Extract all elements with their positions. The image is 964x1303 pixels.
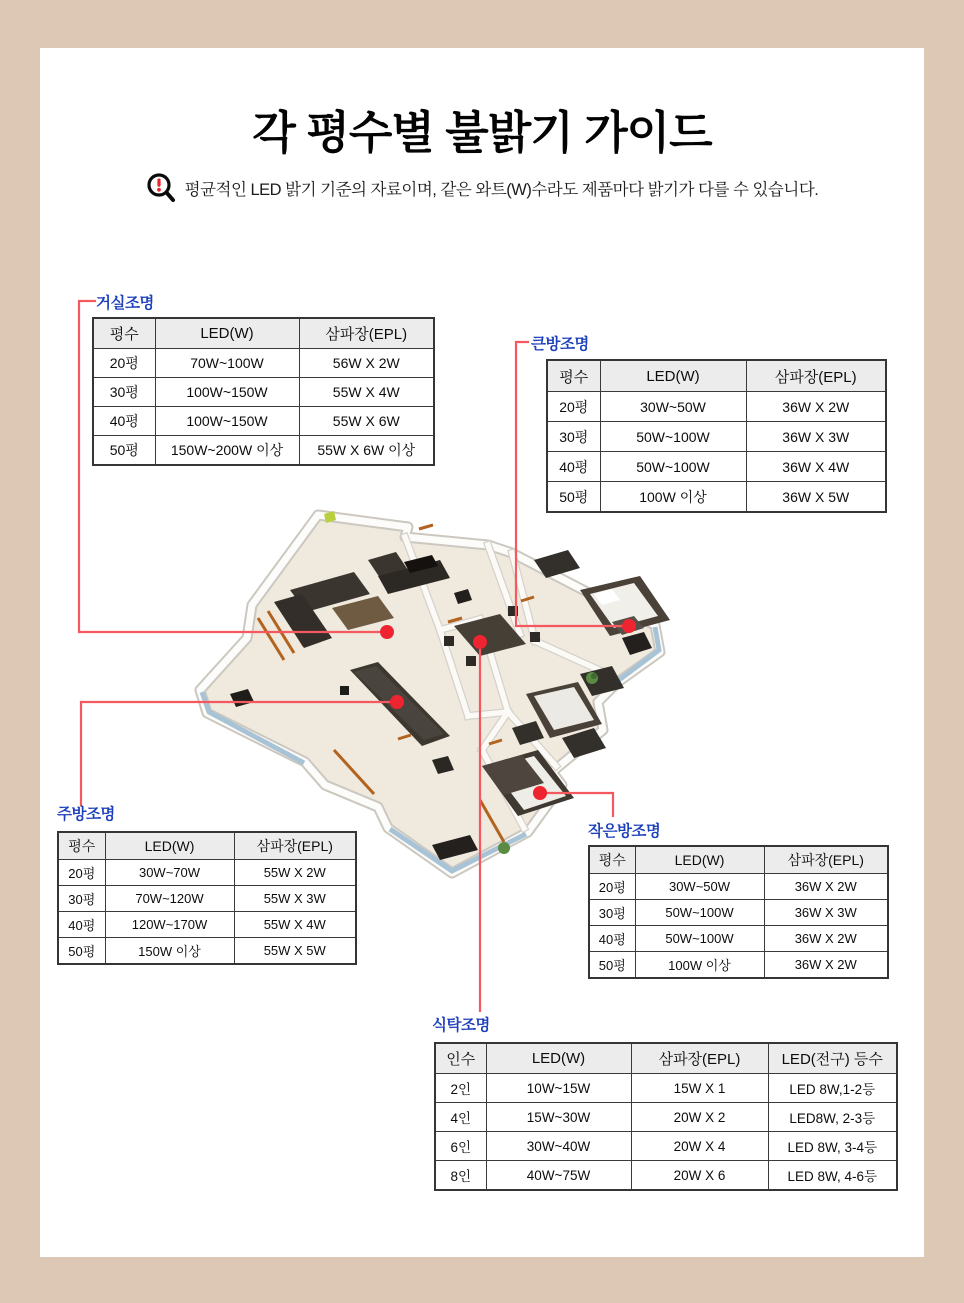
table-cell: 36W X 5W [746, 482, 886, 513]
column-header: LED(W) [486, 1043, 631, 1074]
table-cell: 120W~170W [105, 912, 234, 938]
living-table [92, 317, 435, 466]
table-cell: 55W X 4W [234, 912, 356, 938]
table-cell: 15W~30W [486, 1103, 631, 1132]
table-row [589, 926, 888, 952]
table-cell: LED 8W, 4-6등 [768, 1161, 897, 1191]
table-row [435, 1103, 897, 1132]
table-cell: 30평 [93, 378, 155, 407]
table-cell: 40평 [547, 452, 600, 482]
table-cell: 50W~100W [635, 900, 764, 926]
header-row [93, 318, 434, 349]
table-cell: 8인 [435, 1161, 486, 1191]
table-row [547, 392, 886, 422]
table-cell: 70W~100W [155, 349, 299, 378]
dining-table [434, 1042, 898, 1191]
column-header: 삼파장(EPL) [299, 318, 434, 349]
header-row [435, 1043, 897, 1074]
column-header: LED(W) [635, 846, 764, 874]
table-cell: 40W~75W [486, 1161, 631, 1191]
bigroom-table [546, 359, 887, 513]
table-cell: 2인 [435, 1074, 486, 1103]
smallroom-table-label: 작은방조명 [588, 823, 661, 840]
table-cell: 55W X 6W [299, 407, 434, 436]
table-cell: 36W X 2W [764, 952, 888, 979]
table-row [58, 938, 356, 965]
table-cell: 30W~40W [486, 1132, 631, 1161]
header-row [58, 832, 356, 860]
table-cell: 36W X 3W [746, 422, 886, 452]
column-header: 인수 [435, 1043, 486, 1074]
living-table-label: 거실조명 [96, 295, 154, 312]
magnifier-alert-icon [146, 172, 176, 204]
header-row [547, 360, 886, 392]
table-row [589, 900, 888, 926]
table-cell: 20W X 2 [631, 1103, 768, 1132]
column-header: 삼파장(EPL) [234, 832, 356, 860]
table-cell: 100W~150W [155, 378, 299, 407]
notice-row [0, 172, 964, 204]
table-row [93, 436, 434, 466]
column-header: 삼파장(EPL) [746, 360, 886, 392]
table-cell: 55W X 2W [234, 860, 356, 886]
dining-table-label: 식탁조명 [432, 1017, 490, 1034]
page-title: 각 평수별 불밝기 가이드 [252, 107, 712, 158]
table-cell: 50평 [589, 952, 635, 979]
table-cell: 6인 [435, 1132, 486, 1161]
table-cell: 15W X 1 [631, 1074, 768, 1103]
table-cell: 40평 [589, 926, 635, 952]
table-cell: 30평 [547, 422, 600, 452]
table-cell: 30평 [589, 900, 635, 926]
table-cell: 100W~150W [155, 407, 299, 436]
table-cell: 50W~100W [600, 452, 746, 482]
table-cell: 36W X 4W [746, 452, 886, 482]
bigroom-table-label: 큰방조명 [531, 336, 589, 353]
table-cell: 36W X 3W [764, 900, 888, 926]
table-row [58, 886, 356, 912]
table-row [435, 1161, 897, 1191]
table-row [93, 407, 434, 436]
table-cell: 30W~70W [105, 860, 234, 886]
table-cell: 30평 [58, 886, 105, 912]
table-row [547, 422, 886, 452]
column-header: 삼파장(EPL) [764, 846, 888, 874]
table-cell: 56W X 2W [299, 349, 434, 378]
table-cell: 20평 [58, 860, 105, 886]
table-cell: 70W~120W [105, 886, 234, 912]
table-cell: 30W~50W [635, 874, 764, 900]
table-row [93, 378, 434, 407]
table-cell: 20평 [547, 392, 600, 422]
table-cell: 55W X 6W 이상 [299, 436, 434, 466]
table-row [58, 912, 356, 938]
table-cell: 20평 [93, 349, 155, 378]
table-row [435, 1074, 897, 1103]
table-cell: 20W X 4 [631, 1132, 768, 1161]
table-row [589, 952, 888, 979]
table-cell: 40평 [58, 912, 105, 938]
table-cell: 55W X 4W [299, 378, 434, 407]
table-cell: LED 8W,1-2등 [768, 1074, 897, 1103]
table-cell: 36W X 2W [746, 392, 886, 422]
table-cell: 150W~200W 이상 [155, 436, 299, 466]
table-row [435, 1132, 897, 1161]
column-header: LED(W) [600, 360, 746, 392]
header-row [589, 846, 888, 874]
table-cell: 20W X 6 [631, 1161, 768, 1191]
table-cell: 36W X 2W [764, 874, 888, 900]
column-header: 평수 [589, 846, 635, 874]
table-cell: 30W~50W [600, 392, 746, 422]
table-row [93, 349, 434, 378]
table-cell: 4인 [435, 1103, 486, 1132]
kitchen-table [57, 831, 357, 965]
table-row [547, 482, 886, 513]
table-row [547, 452, 886, 482]
table-cell: 55W X 5W [234, 938, 356, 965]
table-cell: 50평 [547, 482, 600, 513]
table-cell: 55W X 3W [234, 886, 356, 912]
table-cell: 20평 [589, 874, 635, 900]
table-cell: 50W~100W [600, 422, 746, 452]
table-cell: 150W 이상 [105, 938, 234, 965]
kitchen-table-label: 주방조명 [57, 806, 115, 823]
column-header: 평수 [58, 832, 105, 860]
smallroom-table [588, 845, 889, 979]
table-row [58, 860, 356, 886]
table-cell: 100W 이상 [600, 482, 746, 513]
table-cell: LED8W, 2-3등 [768, 1103, 897, 1132]
notice-text: 평균적인 LED 밝기 기준의 자료이며, 같은 와트(W)수라도 제품마다 밝기가 다를 수 있습니다. [184, 181, 819, 199]
table-cell: 50평 [93, 436, 155, 466]
table-cell: 36W X 2W [764, 926, 888, 952]
table-cell: 50평 [58, 938, 105, 965]
column-header: 삼파장(EPL) [631, 1043, 768, 1074]
column-header: LED(전구) 등수 [768, 1043, 897, 1074]
table-cell: 100W 이상 [635, 952, 764, 979]
column-header: 평수 [547, 360, 600, 392]
column-header: LED(W) [155, 318, 299, 349]
table-cell: 10W~15W [486, 1074, 631, 1103]
column-header: LED(W) [105, 832, 234, 860]
table-cell: 40평 [93, 407, 155, 436]
table-row [589, 874, 888, 900]
table-cell: 50W~100W [635, 926, 764, 952]
table-cell: LED 8W, 3-4등 [768, 1132, 897, 1161]
column-header: 평수 [93, 318, 155, 349]
